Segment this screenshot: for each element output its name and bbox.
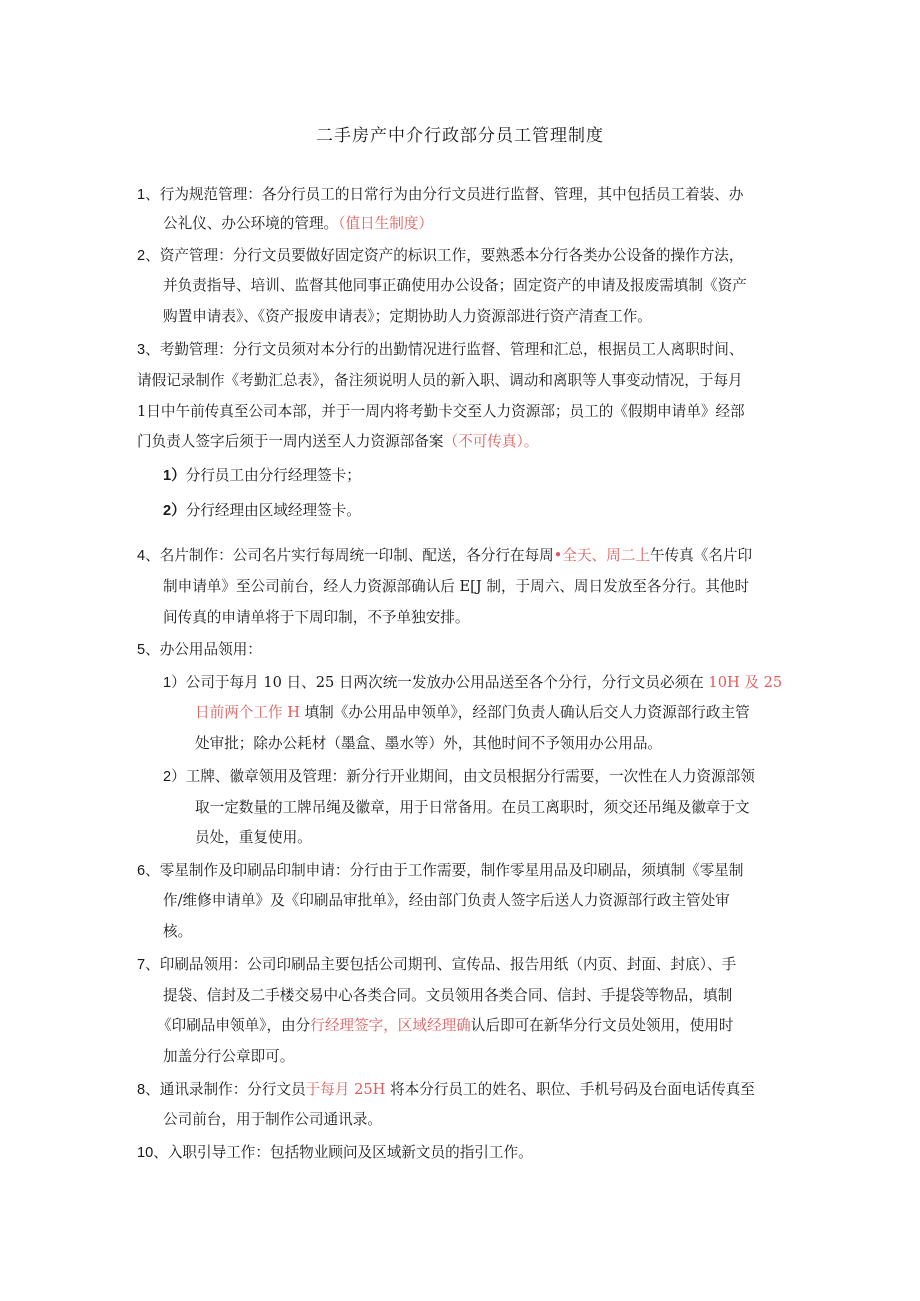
item-number: 1、 (137, 187, 160, 203)
item-number: 10、 (137, 1145, 168, 1161)
subitem-number: 1） (163, 468, 186, 484)
item-8-line-1 (137, 1080, 755, 1100)
item-3-line-3 (137, 402, 745, 422)
text-run: 将本分行员工的姓名、职位、手机号码及台面电话传真至 (390, 1081, 755, 1098)
item-number: 7、 (137, 957, 160, 973)
text-run: 零星制作及印刷品印制申请：分行由于工作需要，制作零星用品及印刷品，须填制《零星制 (159, 862, 744, 879)
text-run: 门负责人签字后须于一周内送至人力资源部备案 (137, 433, 444, 450)
item-10-line-1 (137, 1143, 533, 1163)
highlight-run: 日前两个工作 H (195, 704, 305, 721)
highlight-run: 10H 及 25 (708, 674, 783, 691)
item-3-line-1 (137, 340, 743, 360)
text-run: 印刷品领用：公司印刷品主要包括公司期刊、宣传品、报告用纸（内页、封面、封底）、手 (159, 956, 737, 973)
item-5-subitem-1-line-2 (195, 703, 750, 723)
text-run: 处审批；除办公耗材（墨盒、墨水等）外，其他时间不予领用办公用品。 (195, 735, 663, 752)
text-run: 加盖分行公章即可。 (163, 1048, 295, 1065)
highlight-run: 于每月 25H (305, 1081, 391, 1098)
item-8-line-2 (163, 1110, 382, 1130)
item-2-line-3 (163, 307, 652, 327)
item-number: 8、 (137, 1082, 160, 1098)
text-run: 制申请单》至公司前台，经人力资源部确认后 E[J 制，于周六、周日发放至各分行。其他时 (163, 578, 750, 595)
highlight-run: 行经理签字，区域经理确 (310, 1017, 471, 1034)
text-run: 工牌、徽章领用及管理：新分行开业期间，由文员根据分行需要，一次性在人力资源部领 (185, 768, 755, 785)
item-5-subitem-2-line-2 (195, 798, 750, 818)
text-run: 填制《办公用品申领单》，经部门负责人确认后交人力资源部行政主管 (304, 704, 750, 721)
text-run: 行为规范管理：各分行员工的日常行为由分行文员进行监督、管理，其中包括员工着装、办 (159, 186, 744, 203)
text-run: 员处，重复使用。 (195, 829, 312, 846)
text-run: 公礼仪、办公环境的管理。 (163, 215, 339, 232)
text-run: 通讯录制作：分行文员 (159, 1081, 306, 1098)
item-number: 5、 (137, 642, 160, 658)
text-run: 分行经理由区域经理签卡。 (185, 502, 361, 519)
item-number: 3、 (137, 342, 160, 358)
item-3-line-4 (137, 432, 538, 452)
item-7-line-4 (163, 1047, 294, 1067)
subitem-number: 1） (163, 675, 186, 691)
item-3-subitem-2 (163, 501, 361, 521)
item-number: 2、 (137, 248, 160, 264)
item-7-line-1 (137, 955, 736, 975)
item-7-line-2 (163, 986, 732, 1006)
item-2-line-1 (137, 246, 743, 266)
text-run: 核。 (163, 923, 193, 940)
text-run: 分行员工由分行经理签卡； (185, 467, 361, 484)
text-run: 名片制作：公司名片实行每周统一印制、配送，各分行在每周 (159, 547, 554, 564)
item-6-line-3 (163, 922, 192, 942)
item-5-subitem-1-line-1 (163, 673, 782, 693)
subitem-number: 2） (163, 503, 186, 519)
text-run: 《印刷品申领单》，由分 (157, 1017, 311, 1034)
text-run: 间传真的申请单将于下周印制，不予单独安排。 (163, 609, 470, 626)
item-number: 4、 (137, 548, 160, 564)
item-4-line-1 (137, 546, 752, 566)
item-5-subitem-2-line-1 (163, 767, 755, 787)
item-6-line-2 (163, 891, 730, 911)
item-4-line-3 (163, 608, 469, 628)
item-1-line-2 (163, 214, 433, 234)
text-run: 购置申请表》、《资产报废申请表》；定期协助人力资源部进行资产清查工作。 (163, 308, 652, 325)
document-title: 二手房产中介行政部分员工管理制度 (316, 126, 604, 146)
text-run: 公司于每月 10 日、25 日两次统一发放办公用品送至各个分行，分行文员必须在 (185, 674, 709, 691)
text-run: 取一定数量的工牌吊绳及徽章，用于日常备用。在员工离职时，须交还吊绳及徽章于文 (195, 799, 750, 816)
item-5-subitem-2-line-3 (195, 828, 312, 848)
text-run: 作/维修申请单》及《印刷品审批单》，经由部门负责人签字后送人力资源部行政主管处审 (163, 892, 730, 909)
subitem-number: 2） (163, 769, 186, 785)
text-run: 午传真《名片印 (649, 547, 753, 564)
highlight-run: （不可传真）。 (443, 433, 539, 450)
text-run: 1日中午前传真至公司本部，并于一周内将考勤卡交至人力资源部；员工的《假期申请单》经部 (137, 403, 745, 420)
item-3-line-2 (137, 371, 743, 391)
text-run: 办公用品领用： (159, 641, 262, 658)
text-run: 并负责指导、培训、监督其他同事正确使用办公设备；固定资产的申请及报废需填制《资产 (163, 277, 747, 294)
item-2-line-2 (163, 276, 747, 296)
item-5-line-1 (137, 640, 262, 660)
text-run: 认后即可在新华分行文员处领用，使用时 (470, 1017, 734, 1034)
item-6-line-1 (137, 861, 743, 881)
text-run: 考勤管理：分行文员须对本分行的出勤情况进行监督、管理和汇总，根据员工人离职时间、 (159, 341, 744, 358)
item-1-line-1 (137, 185, 743, 205)
item-3-subitem-1 (163, 466, 361, 486)
item-4-line-2 (163, 577, 749, 597)
text-run: 提袋、信封及二手楼交易中心各类合同。文员领用各类合同、信封、手提袋等物品，填制 (163, 987, 733, 1004)
highlight-run: （值日生制度） (338, 215, 433, 232)
highlight-run: •全天、周二上 (553, 547, 650, 564)
text-run: 资产管理：分行文员要做好固定资产的标识工作，要熟悉本分行各类办公设备的操作方法， (159, 247, 744, 264)
item-number: 6、 (137, 863, 160, 879)
item-7-line-3 (157, 1016, 733, 1036)
text-run: 请假记录制作《考勤汇总表》，备注须说明人员的新入职、调动和离职等人事变动情况，于每月 (137, 372, 743, 389)
text-run: 入职引导工作：包括物业顾问及区域新文员的指引工作。 (167, 1144, 533, 1161)
text-run: 公司前台，用于制作公司通讯录。 (163, 1111, 382, 1128)
item-5-subitem-1-line-3 (195, 734, 662, 754)
